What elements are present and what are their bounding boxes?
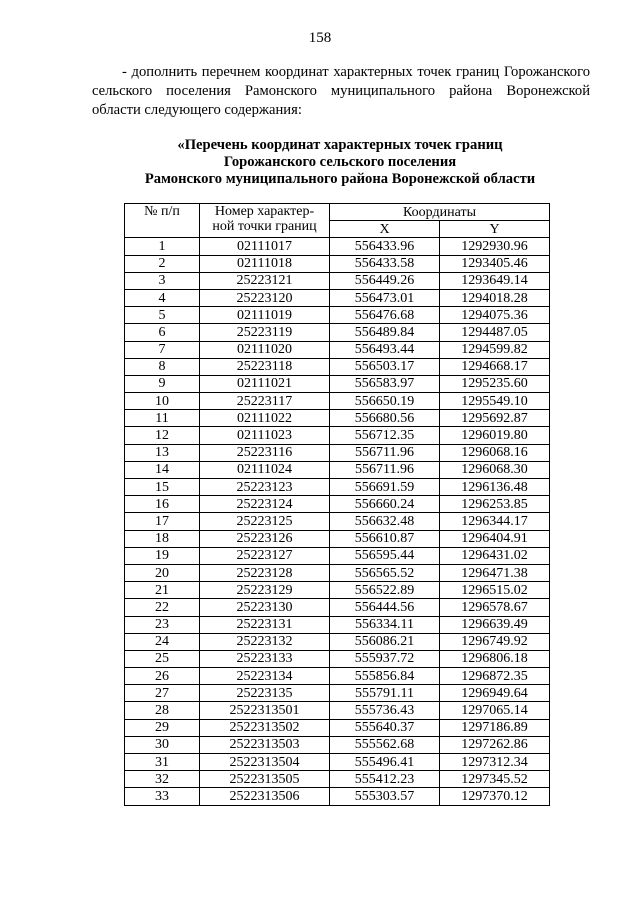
table-row <box>125 771 550 788</box>
header-point: Номер характер-ной точки границ <box>200 204 330 238</box>
cell-x: 555640.37 <box>330 719 440 736</box>
cell-num: 20 <box>125 564 200 581</box>
table-heading <box>60 137 620 188</box>
cell-x: 556476.68 <box>330 307 440 324</box>
cell-num: 19 <box>125 547 200 564</box>
table-row <box>125 599 550 616</box>
cell-y: 1294599.82 <box>440 341 550 358</box>
heading-line-2: Горожанского сельского поселения <box>223 154 457 170</box>
table-row <box>125 736 550 753</box>
cell-point: 02111023 <box>200 427 330 444</box>
cell-point: 2522313504 <box>200 754 330 771</box>
cell-x: 556711.96 <box>330 444 440 461</box>
cell-point: 02111017 <box>200 238 330 255</box>
cell-num: 24 <box>125 633 200 650</box>
table-row <box>125 685 550 702</box>
table-row <box>125 513 550 530</box>
cell-num: 5 <box>125 307 200 324</box>
cell-num: 13 <box>125 444 200 461</box>
cell-num: 27 <box>125 685 200 702</box>
cell-point: 25223134 <box>200 668 330 685</box>
table-row <box>125 547 550 564</box>
cell-y: 1295235.60 <box>440 375 550 392</box>
cell-num: 17 <box>125 513 200 530</box>
cell-x: 556433.58 <box>330 255 440 272</box>
table-row <box>125 564 550 581</box>
table-row <box>125 375 550 392</box>
cell-x: 556334.11 <box>330 616 440 633</box>
cell-x: 556444.56 <box>330 599 440 616</box>
cell-num: 12 <box>125 427 200 444</box>
cell-num: 3 <box>125 272 200 289</box>
cell-x: 556565.52 <box>330 564 440 581</box>
cell-point: 25223135 <box>200 685 330 702</box>
cell-y: 1293405.46 <box>440 255 550 272</box>
cell-point: 25223124 <box>200 496 330 513</box>
cell-y: 1294018.28 <box>440 289 550 306</box>
table-row <box>125 272 550 289</box>
header-x: X <box>330 221 440 238</box>
cell-point: 02111018 <box>200 255 330 272</box>
cell-y: 1296019.80 <box>440 427 550 444</box>
table-row <box>125 616 550 633</box>
cell-num: 25 <box>125 650 200 667</box>
cell-point: 2522313502 <box>200 719 330 736</box>
cell-y: 1294668.17 <box>440 358 550 375</box>
cell-point: 25223132 <box>200 633 330 650</box>
cell-x: 556660.24 <box>330 496 440 513</box>
cell-num: 26 <box>125 668 200 685</box>
cell-point: 25223125 <box>200 513 330 530</box>
table-row <box>125 324 550 341</box>
cell-y: 1295549.10 <box>440 393 550 410</box>
cell-point: 25223123 <box>200 479 330 496</box>
cell-point: 25223127 <box>200 547 330 564</box>
page-number: 158 <box>308 30 332 46</box>
cell-x: 556522.89 <box>330 582 440 599</box>
cell-x: 556680.56 <box>330 410 440 427</box>
table-row <box>125 702 550 719</box>
cell-x: 556650.19 <box>330 393 440 410</box>
cell-x: 556711.96 <box>330 461 440 478</box>
cell-point: 25223120 <box>200 289 330 306</box>
cell-num: 15 <box>125 479 200 496</box>
table-row <box>125 788 550 805</box>
cell-point: 25223118 <box>200 358 330 375</box>
cell-point: 25223121 <box>200 272 330 289</box>
cell-point: 2522313506 <box>200 788 330 805</box>
cell-y: 1296136.48 <box>440 479 550 496</box>
cell-y: 1294075.36 <box>440 307 550 324</box>
cell-y: 1297262.86 <box>440 736 550 753</box>
cell-x: 556712.35 <box>330 427 440 444</box>
table-row <box>125 582 550 599</box>
cell-point: 25223131 <box>200 616 330 633</box>
cell-y: 1297186.89 <box>440 719 550 736</box>
header-coords: Координаты <box>330 204 550 221</box>
cell-point: 25223117 <box>200 393 330 410</box>
table-row <box>125 307 550 324</box>
cell-num: 33 <box>125 788 200 805</box>
cell-x: 555856.84 <box>330 668 440 685</box>
cell-y: 1296806.18 <box>440 650 550 667</box>
cell-point: 25223133 <box>200 650 330 667</box>
cell-point: 02111024 <box>200 461 330 478</box>
cell-x: 556610.87 <box>330 530 440 547</box>
cell-x: 555937.72 <box>330 650 440 667</box>
cell-x: 555791.11 <box>330 685 440 702</box>
table-row <box>125 427 550 444</box>
cell-num: 2 <box>125 255 200 272</box>
table-row <box>125 393 550 410</box>
heading-line-1: «Перечень координат характерных точек границ <box>177 137 503 153</box>
cell-num: 7 <box>125 341 200 358</box>
table-row <box>125 633 550 650</box>
cell-y: 1292930.96 <box>440 238 550 255</box>
cell-x: 556493.44 <box>330 341 440 358</box>
cell-point: 02111019 <box>200 307 330 324</box>
cell-y: 1297312.34 <box>440 754 550 771</box>
cell-num: 30 <box>125 736 200 753</box>
cell-y: 1297345.52 <box>440 771 550 788</box>
table-row <box>125 358 550 375</box>
coordinates-table <box>124 203 550 806</box>
cell-point: 25223128 <box>200 564 330 581</box>
cell-y: 1296949.64 <box>440 685 550 702</box>
cell-point: 25223119 <box>200 324 330 341</box>
table-row <box>125 255 550 272</box>
table-body <box>125 238 550 805</box>
cell-x: 556595.44 <box>330 547 440 564</box>
cell-num: 22 <box>125 599 200 616</box>
cell-point: 02111020 <box>200 341 330 358</box>
cell-y: 1296471.38 <box>440 564 550 581</box>
cell-x: 556086.21 <box>330 633 440 650</box>
cell-num: 23 <box>125 616 200 633</box>
cell-y: 1296431.02 <box>440 547 550 564</box>
table-row <box>125 530 550 547</box>
cell-y: 1297370.12 <box>440 788 550 805</box>
cell-point: 2522313503 <box>200 736 330 753</box>
table-row <box>125 668 550 685</box>
cell-point: 2522313501 <box>200 702 330 719</box>
cell-point: 25223130 <box>200 599 330 616</box>
table-row <box>125 650 550 667</box>
cell-x: 556473.01 <box>330 289 440 306</box>
cell-x: 556691.59 <box>330 479 440 496</box>
cell-point: 02111022 <box>200 410 330 427</box>
table-row <box>125 479 550 496</box>
cell-num: 6 <box>125 324 200 341</box>
cell-y: 1296639.49 <box>440 616 550 633</box>
cell-y: 1296515.02 <box>440 582 550 599</box>
cell-y: 1296578.67 <box>440 599 550 616</box>
cell-point: 25223126 <box>200 530 330 547</box>
cell-x: 556449.26 <box>330 272 440 289</box>
cell-num: 31 <box>125 754 200 771</box>
cell-num: 10 <box>125 393 200 410</box>
cell-num: 32 <box>125 771 200 788</box>
cell-y: 1296068.30 <box>440 461 550 478</box>
cell-y: 1297065.14 <box>440 702 550 719</box>
intro-paragraph: - дополнить перечнем координат характерных точек границ Горожанского сельского поселения Рамонского муниципального района Воронежской области следующего содержания: <box>92 64 590 118</box>
cell-x: 555303.57 <box>330 788 440 805</box>
header-num: № п/п <box>125 204 200 238</box>
cell-num: 18 <box>125 530 200 547</box>
cell-x: 556433.96 <box>330 238 440 255</box>
cell-x: 556503.17 <box>330 358 440 375</box>
cell-x: 556489.84 <box>330 324 440 341</box>
cell-y: 1294487.05 <box>440 324 550 341</box>
cell-x: 555562.68 <box>330 736 440 753</box>
cell-point: 25223129 <box>200 582 330 599</box>
table-row <box>125 444 550 461</box>
cell-num: 8 <box>125 358 200 375</box>
cell-num: 11 <box>125 410 200 427</box>
cell-y: 1296872.35 <box>440 668 550 685</box>
cell-x: 555412.23 <box>330 771 440 788</box>
cell-y: 1296344.17 <box>440 513 550 530</box>
heading-line-3: Рамонского муниципального района Воронежской области <box>144 171 536 187</box>
cell-point: 25223116 <box>200 444 330 461</box>
cell-num: 29 <box>125 719 200 736</box>
table-row <box>125 289 550 306</box>
cell-num: 1 <box>125 238 200 255</box>
cell-y: 1296404.91 <box>440 530 550 547</box>
cell-point: 2522313505 <box>200 771 330 788</box>
cell-y: 1293649.14 <box>440 272 550 289</box>
cell-x: 555496.41 <box>330 754 440 771</box>
header-row <box>125 204 550 221</box>
cell-num: 4 <box>125 289 200 306</box>
cell-num: 21 <box>125 582 200 599</box>
cell-y: 1296253.85 <box>440 496 550 513</box>
table-row <box>125 410 550 427</box>
cell-num: 9 <box>125 375 200 392</box>
table-row <box>125 238 550 255</box>
cell-num: 14 <box>125 461 200 478</box>
cell-x: 556583.97 <box>330 375 440 392</box>
cell-num: 16 <box>125 496 200 513</box>
table-row <box>125 496 550 513</box>
cell-y: 1296749.92 <box>440 633 550 650</box>
cell-num: 28 <box>125 702 200 719</box>
cell-y: 1295692.87 <box>440 410 550 427</box>
table-row <box>125 754 550 771</box>
cell-x: 556632.48 <box>330 513 440 530</box>
cell-point: 02111021 <box>200 375 330 392</box>
header-y: Y <box>440 221 550 238</box>
table-row <box>125 461 550 478</box>
cell-y: 1296068.16 <box>440 444 550 461</box>
cell-x: 555736.43 <box>330 702 440 719</box>
table-row <box>125 341 550 358</box>
table-row <box>125 719 550 736</box>
